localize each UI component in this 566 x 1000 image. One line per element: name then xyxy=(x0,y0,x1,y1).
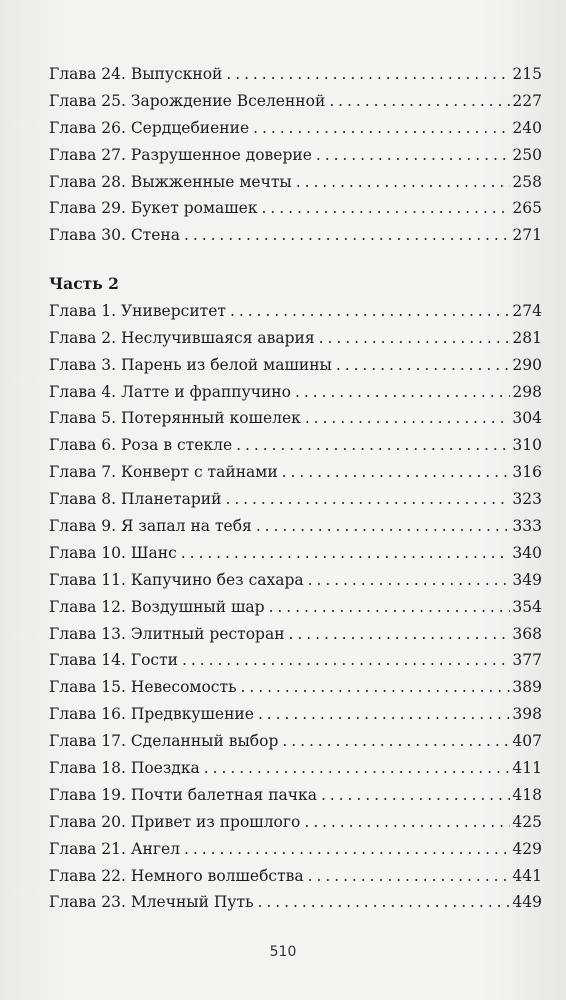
toc-entry-title: Глава 10. Шанс xyxy=(49,543,177,562)
toc-entry-title: Глава 23. Млечный Путь xyxy=(49,893,254,912)
toc-entry xyxy=(49,405,542,432)
toc-entry-title: Глава 12. Воздушный шар xyxy=(49,597,265,616)
toc-entry-title: Глава 26. Сердцебиение xyxy=(49,118,250,137)
toc-entry-title: Глава 4. Латте и фраппучино xyxy=(49,382,291,401)
toc-entry-page: 340 xyxy=(512,543,542,562)
toc-entry-page: 449 xyxy=(512,893,542,912)
toc-part1-continuation xyxy=(49,61,542,249)
toc-entry xyxy=(49,728,542,755)
dot-leader xyxy=(305,405,511,432)
toc-entry xyxy=(49,755,542,782)
toc-entry-title: Глава 1. Университет xyxy=(49,301,226,320)
toc-entry-page: 377 xyxy=(512,651,542,670)
dot-leader xyxy=(182,647,510,674)
toc-entry xyxy=(49,352,542,379)
toc-entry xyxy=(49,782,542,809)
toc-entry xyxy=(49,836,542,863)
dot-leader xyxy=(241,674,511,701)
toc-entry-title: Глава 7. Конверт с тайнами xyxy=(49,463,278,482)
toc-entry-page: 407 xyxy=(512,732,542,751)
toc-entry xyxy=(49,621,542,648)
part-heading: Часть 2 xyxy=(49,274,119,293)
toc-entry-title: Глава 14. Гости xyxy=(49,651,179,670)
toc-entry-title: Глава 9. Я запал на тебя xyxy=(49,517,252,536)
toc-entry-page: 411 xyxy=(512,759,542,778)
toc-entry xyxy=(49,889,542,916)
dot-leader xyxy=(282,728,510,755)
toc-entry xyxy=(49,195,542,222)
toc-entry-title: Глава 28. Выжженные мечты xyxy=(49,172,292,191)
toc-entry-title: Глава 2. Неслучившаяся авария xyxy=(49,328,315,347)
dot-leader xyxy=(204,755,511,782)
toc-entry-title: Глава 21. Ангел xyxy=(49,839,181,858)
toc-entry-title: Глава 8. Планетарий xyxy=(49,490,222,509)
dot-leader xyxy=(329,88,510,115)
dot-leader xyxy=(262,195,511,222)
dot-leader xyxy=(319,325,511,352)
toc-entry-page: 316 xyxy=(512,463,542,482)
toc-entry-title: Глава 22. Немного волшебства xyxy=(49,866,304,885)
toc-entry-page: 298 xyxy=(512,382,542,401)
toc-entry xyxy=(49,486,542,513)
toc-entry xyxy=(49,325,542,352)
toc-entry-page: 290 xyxy=(512,355,542,374)
toc-entry-title: Глава 18. Поездка xyxy=(49,759,200,778)
toc-entry-page: 250 xyxy=(512,145,542,164)
toc-entry-page: 323 xyxy=(512,490,542,509)
dot-leader xyxy=(184,222,510,249)
dot-leader xyxy=(225,486,510,513)
toc-entry-title: Глава 29. Букет ромашек xyxy=(49,199,258,218)
toc-entry-title: Глава 25. Зарождение Вселенной xyxy=(49,91,326,110)
toc-entry xyxy=(49,594,542,621)
toc-entry-title: Глава 20. Привет из прошлого xyxy=(49,812,301,831)
toc-entry-page: 333 xyxy=(512,517,542,536)
dot-leader xyxy=(336,352,511,379)
toc-entry-page: 354 xyxy=(512,597,542,616)
dot-leader xyxy=(181,540,511,567)
toc-entry xyxy=(49,567,542,594)
toc-entry-page: 227 xyxy=(512,91,542,110)
toc-entry-page: 389 xyxy=(512,678,542,697)
toc-entry-page: 274 xyxy=(512,301,542,320)
dot-leader xyxy=(308,863,511,890)
toc-entry-page: 368 xyxy=(512,624,542,643)
dot-leader xyxy=(321,782,510,809)
dot-leader xyxy=(230,298,510,325)
dot-leader xyxy=(304,809,510,836)
toc-entry xyxy=(49,513,542,540)
toc-entry-title: Глава 16. Предвкушение xyxy=(49,705,254,724)
dot-leader xyxy=(258,701,510,728)
toc-part2 xyxy=(49,271,542,916)
toc-entry xyxy=(49,88,542,115)
toc-entry xyxy=(49,647,542,674)
toc-entry xyxy=(49,115,542,142)
toc-entry xyxy=(49,432,542,459)
toc-entry xyxy=(49,863,542,890)
toc-entry xyxy=(49,61,542,88)
dot-leader xyxy=(226,61,510,88)
dot-leader xyxy=(184,836,510,863)
dot-leader xyxy=(256,513,511,540)
toc-entry-title: Глава 13. Элитный ресторан xyxy=(49,624,285,643)
dot-leader xyxy=(308,567,511,594)
dot-leader xyxy=(236,432,510,459)
toc-entry-page: 425 xyxy=(512,812,542,831)
toc-entry-page: 281 xyxy=(512,328,542,347)
toc-entry-page: 398 xyxy=(512,705,542,724)
toc-entry-title: Глава 5. Потерянный кошелек xyxy=(49,409,301,428)
toc-entry xyxy=(49,809,542,836)
toc-entry xyxy=(49,222,542,249)
toc-entry-page: 441 xyxy=(512,866,542,885)
toc-entry-page: 310 xyxy=(512,436,542,455)
toc-entry-title: Глава 17. Сделанный выбор xyxy=(49,732,279,751)
toc-entry xyxy=(49,142,542,169)
dot-leader xyxy=(258,889,511,916)
toc-entry-title: Глава 3. Парень из белой машины xyxy=(49,355,332,374)
toc-entry-title: Глава 11. Капучино без сахара xyxy=(49,570,304,589)
toc-entry-page: 349 xyxy=(512,570,542,589)
toc-entry xyxy=(49,674,542,701)
dot-leader xyxy=(253,115,510,142)
toc-entry-title: Глава 15. Невесомость xyxy=(49,678,237,697)
toc-entry-title: Глава 30. Стена xyxy=(49,226,181,245)
toc-entry xyxy=(49,379,542,406)
toc-entry xyxy=(49,701,542,728)
toc-entry-title: Глава 19. Почти балетная пачка xyxy=(49,785,317,804)
toc-entry-page: 271 xyxy=(512,226,542,245)
toc-entry-page: 265 xyxy=(512,199,542,218)
dot-leader xyxy=(316,142,511,169)
toc-entry xyxy=(49,459,542,486)
dot-leader xyxy=(289,621,511,648)
toc-entry-page: 240 xyxy=(512,118,542,137)
dot-leader xyxy=(269,594,511,621)
toc-entry-page: 304 xyxy=(512,409,542,428)
toc-entry xyxy=(49,298,542,325)
toc-entry-page: 418 xyxy=(512,785,542,804)
toc-entry-page: 258 xyxy=(512,172,542,191)
dot-leader xyxy=(296,169,511,196)
toc-entry-title: Глава 24. Выпускной xyxy=(49,65,223,83)
toc-entry xyxy=(49,169,542,196)
dot-leader xyxy=(295,379,510,406)
toc-entry xyxy=(49,540,542,567)
toc-entry-page: 429 xyxy=(512,839,542,858)
page-number: 510 xyxy=(269,944,297,960)
toc-entry-title: Глава 27. Разрушенное доверие xyxy=(49,145,312,164)
toc-entry-title: Глава 6. Роза в стекле xyxy=(49,436,233,455)
toc-entry-page: 215 xyxy=(512,65,542,83)
dot-leader xyxy=(282,459,511,486)
